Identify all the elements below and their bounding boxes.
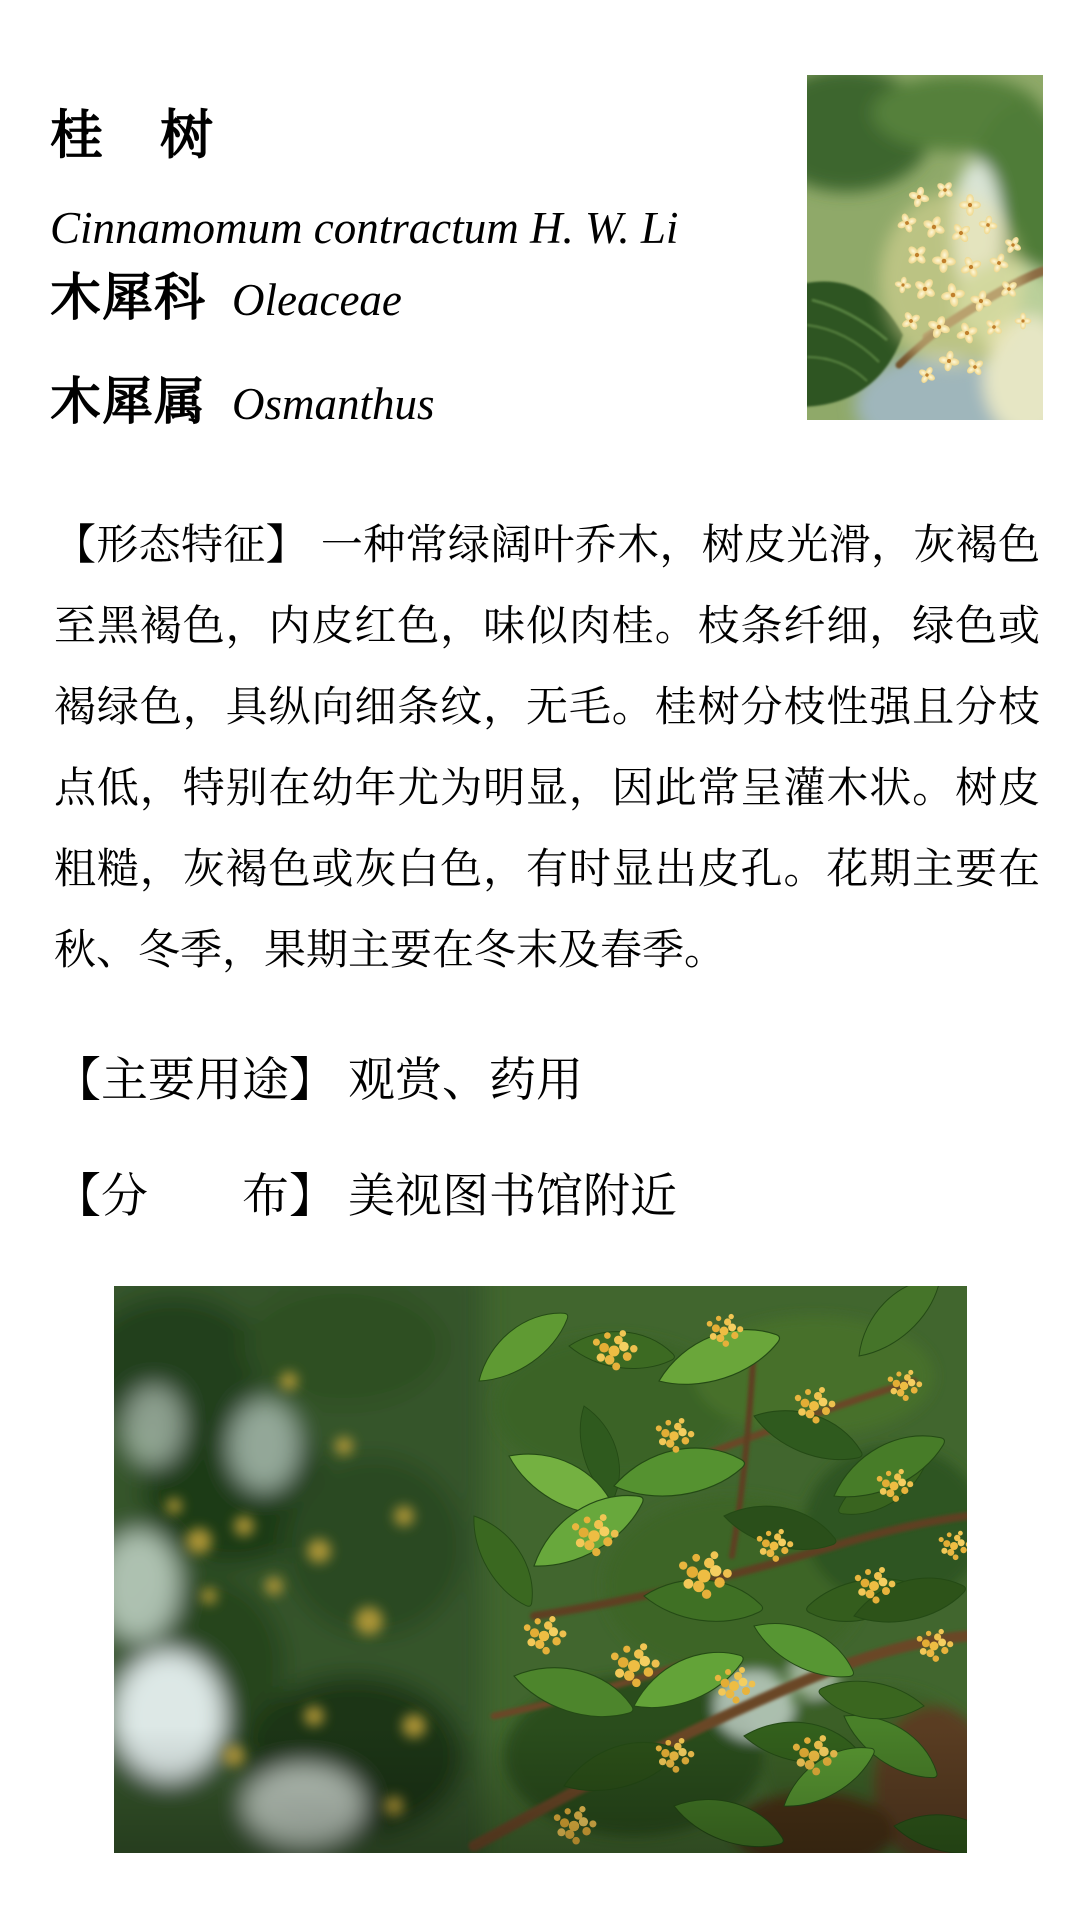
family-name-latin: Oleaceae xyxy=(232,275,402,325)
section-uses xyxy=(54,1050,583,1112)
osmanthus-flowers-closeup-photo xyxy=(807,75,1043,420)
osmanthus-tree-illustration xyxy=(114,1286,967,1853)
section-morphology-body: 一种常绿阔叶乔木，树皮光滑，灰褐色至黑褐色，内皮红色，味似肉桂。枝条纤细，绿色或褐绿色，具纵向细条纹，无毛。桂树分枝性强且分枝点低，特别在幼年尤为明显，因此常呈灌木状。树皮粗糙，灰褐色或灰白色，有时显出皮孔。花期主要在秋、冬季，果期主要在冬末及春季。 xyxy=(54,523,1040,974)
genus-label-cn: 木犀属 xyxy=(50,375,207,431)
genus-name-latin: Osmanthus xyxy=(232,379,435,429)
section-morphology-header: 【形态特征】 xyxy=(54,523,308,569)
section-distribution-body: 美视图书馆附近 xyxy=(348,1171,677,1223)
family-row xyxy=(50,256,402,330)
plant-title: 桂 树 xyxy=(50,106,215,165)
osmanthus-flowers-illustration xyxy=(807,75,1043,420)
osmanthus-tree-branches-photo xyxy=(114,1286,967,1853)
section-distribution xyxy=(54,1166,677,1228)
latin-name: Cinnamomum contractum H. W. Li xyxy=(50,203,679,253)
family-label-cn: 木犀科 xyxy=(50,271,207,327)
section-uses-body: 观赏、药用 xyxy=(348,1055,583,1107)
genus-row xyxy=(50,360,435,434)
section-morphology xyxy=(54,506,1040,992)
section-distribution-header: 【分 布】 xyxy=(54,1171,336,1223)
section-uses-header: 【主要用途】 xyxy=(54,1055,336,1107)
